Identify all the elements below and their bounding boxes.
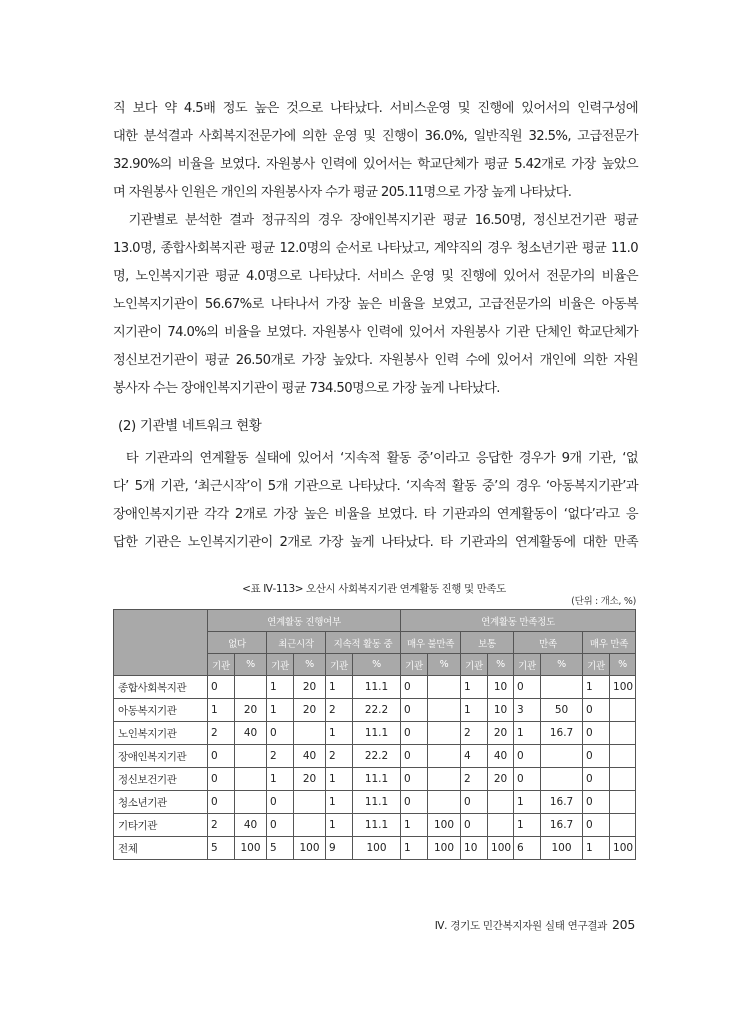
sub-header: 만족 [514, 632, 583, 654]
column-header: % [294, 654, 326, 676]
table-cell: 40 [294, 745, 326, 768]
column-header: 기관 [461, 654, 488, 676]
table-cell: 100 [610, 676, 636, 699]
table-cell: 11.1 [353, 722, 401, 745]
table-row [114, 722, 636, 745]
row-label: 청소년기관 [114, 791, 208, 814]
table-cell: 0 [401, 791, 428, 814]
table-cell: 2 [267, 745, 294, 768]
table-cell: 0 [267, 722, 294, 745]
table-row [114, 768, 636, 791]
table-unit: (단위 : 개소, %) [571, 596, 636, 607]
text-line: 32.90%의 비율을 보였다. 자원봉사 인력에 있어서는 학교단체가 평균 5.42개로 가장 높았으 [113, 157, 638, 172]
group-header-row [114, 610, 636, 632]
table-cell: 6 [514, 837, 541, 860]
text-line: 답한 기관은 노인복지기관이 2개로 가장 높게 나타났다. 타 기관과의 연계활동에 대한 만족 [113, 535, 638, 550]
table-cell: 2 [461, 722, 488, 745]
table-cell: 1 [461, 699, 488, 722]
column-header: 기관 [514, 654, 541, 676]
table-cell: 0 [401, 745, 428, 768]
sub-header: 보통 [461, 632, 514, 654]
table-cell: 3 [514, 699, 541, 722]
row-label: 노인복지기관 [114, 722, 208, 745]
sub-header: 없다 [208, 632, 267, 654]
table-cell: 100 [610, 837, 636, 860]
table-cell: 1 [583, 676, 610, 699]
table-cell: 20 [294, 676, 326, 699]
table-cell: 1 [514, 791, 541, 814]
text-line: 타 기관과의 연계활동 실태에 있어서 ‘지속적 활동 중’이라고 응답한 경우가 9개 기관, ‘없 [113, 451, 638, 466]
table-cell: 16.7 [541, 722, 583, 745]
table-cell: 0 [583, 699, 610, 722]
table-cell: 1 [326, 676, 353, 699]
table-cell: 20 [488, 768, 514, 791]
table-cell: 1 [267, 699, 294, 722]
table-cell [610, 768, 636, 791]
table-row [114, 837, 636, 860]
table-body [114, 610, 636, 860]
sub-header: 매우 만족 [583, 632, 636, 654]
text-line: 직 보다 약 4.5배 정도 높은 것으로 나타났다. 서비스운영 및 진행에 있어서의 인력구성에 [113, 101, 638, 116]
table-cell: 20 [294, 699, 326, 722]
table-cell [428, 722, 461, 745]
table-cell: 9 [326, 837, 353, 860]
table-cell [428, 699, 461, 722]
column-header: % [353, 654, 401, 676]
table-cell: 100 [428, 837, 461, 860]
table-cell: 1 [326, 722, 353, 745]
table-cell: 1 [326, 814, 353, 837]
table-cell: 0 [401, 699, 428, 722]
table-cell: 10 [488, 699, 514, 722]
table-cell: 11.1 [353, 768, 401, 791]
column-header: % [488, 654, 514, 676]
table-cell [610, 745, 636, 768]
table-cell: 2 [326, 745, 353, 768]
table-cell [610, 699, 636, 722]
table-cell: 100 [353, 837, 401, 860]
column-header: % [428, 654, 461, 676]
row-label: 정신보건기관 [114, 768, 208, 791]
table-cell: 1 [583, 837, 610, 860]
table-cell: 10 [488, 676, 514, 699]
row-label: 기타기관 [114, 814, 208, 837]
text-line: 정신보건기관이 평균 26.50개로 가장 높았다. 자원봉사 인력 수에 있어서 개인에 의한 자원 [113, 353, 638, 368]
table-cell: 2 [461, 768, 488, 791]
table-row [114, 745, 636, 768]
text-line: 지기관이 74.0%의 비율을 보였다. 자원봉사 인력에 있어서 자원봉사 기관 단체인 학교단체가 [113, 325, 638, 340]
table-cell: 20 [235, 699, 267, 722]
table-cell: 1 [267, 676, 294, 699]
column-header: 기관 [583, 654, 610, 676]
table-cell: 0 [461, 814, 488, 837]
table-cell: 100 [235, 837, 267, 860]
table-cell [428, 745, 461, 768]
table-cell: 2 [208, 722, 235, 745]
text-line: 기관별로 분석한 결과 정규직의 경우 장애인복지기관 평균 16.50명, 정신보건기관 평균 [113, 213, 638, 228]
table-cell: 11.1 [353, 791, 401, 814]
table-cell: 0 [514, 676, 541, 699]
sub-header: 매우 불만족 [401, 632, 461, 654]
table-cell: 11.1 [353, 814, 401, 837]
sub-header: 지속적 활동 중 [326, 632, 401, 654]
table-row [114, 676, 636, 699]
text-line: 봉사자 수는 장애인복지기관이 평균 734.50명으로 가장 높게 나타났다. [113, 381, 500, 396]
column-header: % [610, 654, 636, 676]
table-cell: 22.2 [353, 699, 401, 722]
group-header: 연계활동 진행여부 [208, 610, 401, 632]
footer-chapter: Ⅳ. 경기도 민간복지자원 실태 연구결과 [434, 920, 608, 932]
table-cell [235, 676, 267, 699]
table-row [114, 699, 636, 722]
table-cell [488, 791, 514, 814]
table-cell: 22.2 [353, 745, 401, 768]
text-line: 며 자원봉사 인원은 개인의 자원봉사자 수가 평균 205.11명으로 가장 높게 나타났다. [113, 185, 572, 200]
table-cell [488, 814, 514, 837]
column-header: % [235, 654, 267, 676]
table-cell: 1 [267, 768, 294, 791]
table-cell: 20 [488, 722, 514, 745]
column-header: % [541, 654, 583, 676]
row-label: 종합사회복지관 [114, 676, 208, 699]
table-cell: 0 [267, 814, 294, 837]
table-cell: 1 [326, 791, 353, 814]
table-cell: 1 [401, 814, 428, 837]
linkage-table [113, 609, 636, 860]
table-caption: <표 Ⅳ-113> 오산시 사회복지기관 연계활동 진행 및 만족도 [242, 583, 506, 595]
table-cell [428, 768, 461, 791]
row-label: 아동복지기관 [114, 699, 208, 722]
table-cell: 1 [326, 768, 353, 791]
table-cell [610, 791, 636, 814]
body-paragraph-2 [113, 207, 638, 403]
table-cell: 40 [488, 745, 514, 768]
table-cell: 40 [235, 722, 267, 745]
section-heading: (2) 기관별 네트워크 현황 [118, 418, 262, 434]
table-cell: 1 [461, 676, 488, 699]
table-cell: 0 [583, 722, 610, 745]
table-cell: 0 [461, 791, 488, 814]
text-line: 13.0명, 종합사회복지관 평균 12.0명의 순서로 나타났고, 계약직의 경우 청소년기관 평균 11.0 [113, 241, 638, 256]
table-cell: 1 [514, 722, 541, 745]
row-label: 전체 [114, 837, 208, 860]
table-cell: 0 [401, 768, 428, 791]
table-cell [235, 768, 267, 791]
table-row [114, 814, 636, 837]
text-line: 노인복지기관이 56.67%로 나타나서 가장 높은 비율을 보였고, 고급전문가의 비율은 아동복 [113, 297, 638, 312]
table-cell: 100 [541, 837, 583, 860]
column-header: 기관 [208, 654, 235, 676]
table-cell [235, 745, 267, 768]
table-cell [428, 791, 461, 814]
table-cell: 16.7 [541, 814, 583, 837]
table-cell: 40 [235, 814, 267, 837]
table-cell: 1 [401, 837, 428, 860]
table-cell: 100 [488, 837, 514, 860]
row-label: 장애인복지기관 [114, 745, 208, 768]
page-footer [435, 917, 635, 933]
table-cell: 0 [401, 722, 428, 745]
table-cell: 11.1 [353, 676, 401, 699]
table-cell [610, 814, 636, 837]
table-cell [294, 791, 326, 814]
table-cell [541, 768, 583, 791]
page-number: 205 [612, 917, 635, 932]
table-cell [541, 676, 583, 699]
table-cell: 20 [294, 768, 326, 791]
column-header: 기관 [401, 654, 428, 676]
table-cell: 0 [514, 768, 541, 791]
table-cell: 0 [514, 745, 541, 768]
table-cell: 10 [461, 837, 488, 860]
column-header: 기관 [267, 654, 294, 676]
table-cell [541, 745, 583, 768]
text-line: 다’ 5개 기관, ‘최근시작’이 5개 기관으로 나타났다. ‘지속적 활동 중’의 경우 ‘아동복지기관’과 [113, 479, 638, 494]
table-cell: 0 [208, 791, 235, 814]
table-cell: 4 [461, 745, 488, 768]
table-cell: 0 [583, 791, 610, 814]
table-cell: 0 [208, 768, 235, 791]
table-cell [610, 722, 636, 745]
table-cell: 0 [267, 791, 294, 814]
table-cell: 1 [208, 699, 235, 722]
table-cell: 0 [208, 745, 235, 768]
body-paragraph-3 [113, 445, 638, 557]
table-cell [235, 791, 267, 814]
column-header: 기관 [326, 654, 353, 676]
table-cell: 0 [401, 676, 428, 699]
table-cell: 16.7 [541, 791, 583, 814]
table-cell [428, 676, 461, 699]
table-cell: 0 [208, 676, 235, 699]
table-cell: 0 [583, 745, 610, 768]
table-cell [294, 814, 326, 837]
table-cell: 2 [208, 814, 235, 837]
row-label-header [114, 610, 208, 676]
body-paragraph-1 [113, 95, 638, 207]
table-cell [294, 722, 326, 745]
table-cell: 50 [541, 699, 583, 722]
table-cell: 100 [294, 837, 326, 860]
group-header: 연계활동 만족정도 [401, 610, 636, 632]
text-line: 대한 분석결과 사회복지전문가에 의한 운영 및 진행이 36.0%, 일반직원 32.5%, 고급전문가 [113, 129, 638, 144]
table-cell: 5 [208, 837, 235, 860]
table-cell: 2 [326, 699, 353, 722]
table-cell: 100 [428, 814, 461, 837]
table-cell: 0 [583, 768, 610, 791]
table-cell: 0 [583, 814, 610, 837]
table-cell: 5 [267, 837, 294, 860]
table-cell: 1 [514, 814, 541, 837]
text-line: 명, 노인복지기관 평균 4.0명으로 나타났다. 서비스 운영 및 진행에 있어서 전문가의 비율은 [113, 269, 638, 284]
table-row [114, 791, 636, 814]
sub-header: 최근시작 [267, 632, 326, 654]
text-line: 장애인복지기관 각각 2개로 가장 높은 비율을 보였다. 타 기관과의 연계활동이 ‘없다’라고 응 [113, 507, 638, 522]
